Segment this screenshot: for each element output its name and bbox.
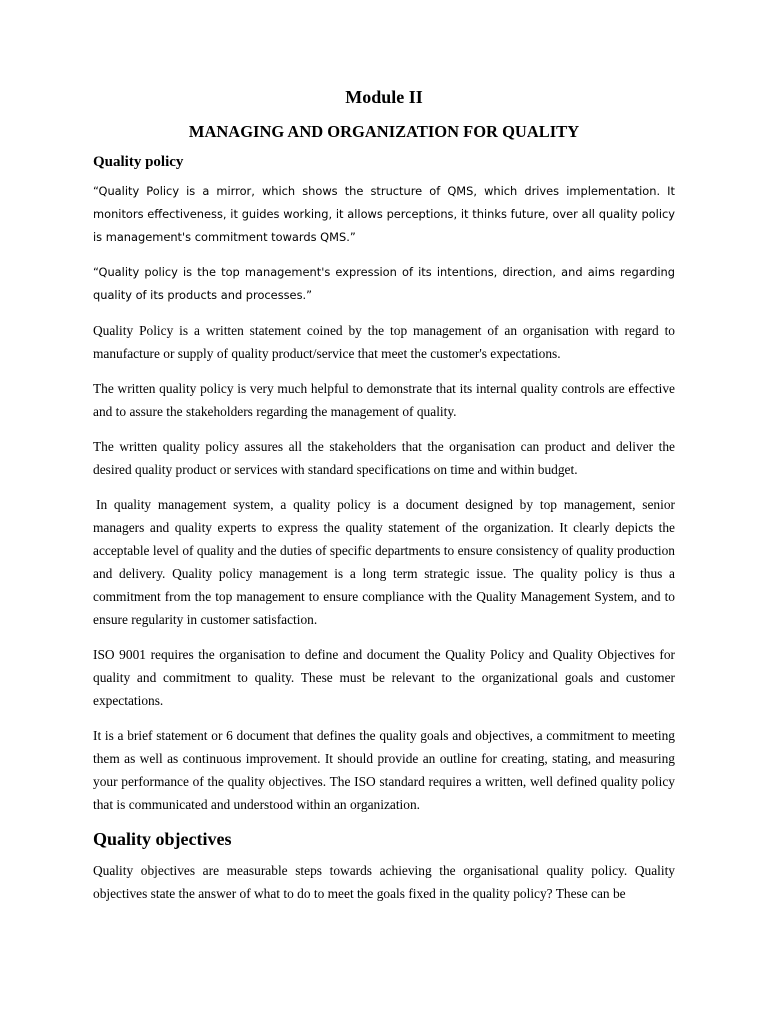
body-paragraph: Quality Policy is a written statement coined by the top management of an organisation with regard to manufacture or supply of quality product/service that meet the customer's expectations. [93,323,675,361]
section-heading-quality-objectives: Quality objectives [93,829,232,849]
quote-paragraph: “Quality policy is the top management's expression of its intentions, direction, and aims regarding quality of its products and processes.” [93,265,675,302]
document-page [93,86,675,917]
body-paragraph: Quality objectives are measurable steps towards achieving the organisational quality policy. Quality objectives state the answer of what to do to meet the goals fixed in the quality policy? These can be [93,863,675,901]
body-paragraph: ISO 9001 requires the organisation to define and document the Quality Policy and Quality Objectives for quality and commitment to quality. These must be relevant to the organizational goals and customer expectations. [93,647,675,708]
section-heading-quality-policy: Quality policy [93,154,184,170]
body-paragraph: In quality management system, a quality policy is a document designed by top management, senior managers and quality experts to express the quality statement of the organization. It clearly depicts the acceptable level of quality and the duties of specific departments to ensure consistency of quality production and delivery. Quality policy management is a long term strategic issue. The quality policy is thus a commitment from the top management to ensure compliance with the Quality Management System, and to ensure regularity in customer satisfaction. [93,497,675,627]
body-paragraph: It is a brief statement or 6 document that defines the quality goals and objectives, a commitment to meeting them as well as continuous improvement. It should provide an outline for creating, stating, and measuring your performance of the quality objectives. The ISO standard requires a written, well defined quality policy that is communicated and understood within an organization. [93,728,675,812]
quote-paragraph: “Quality Policy is a mirror, which shows the structure of QMS, which drives implementation. It monitors effectiveness, it guides working, it allows perceptions, it thinks future, over all quality policy is management's commitment towards QMS.” [93,184,675,244]
page-title: MANAGING AND ORGANIZATION FOR QUALITY [188,122,580,141]
body-paragraph: The written quality policy is very much helpful to demonstrate that its internal quality controls are effective and to assure the stakeholders regarding the management of quality. [93,381,675,419]
body-paragraph: The written quality policy assures all the stakeholders that the organisation can product and deliver the desired quality product or services with standard specifications on time and within budget. [93,439,675,477]
module-title: Module II [345,87,423,107]
